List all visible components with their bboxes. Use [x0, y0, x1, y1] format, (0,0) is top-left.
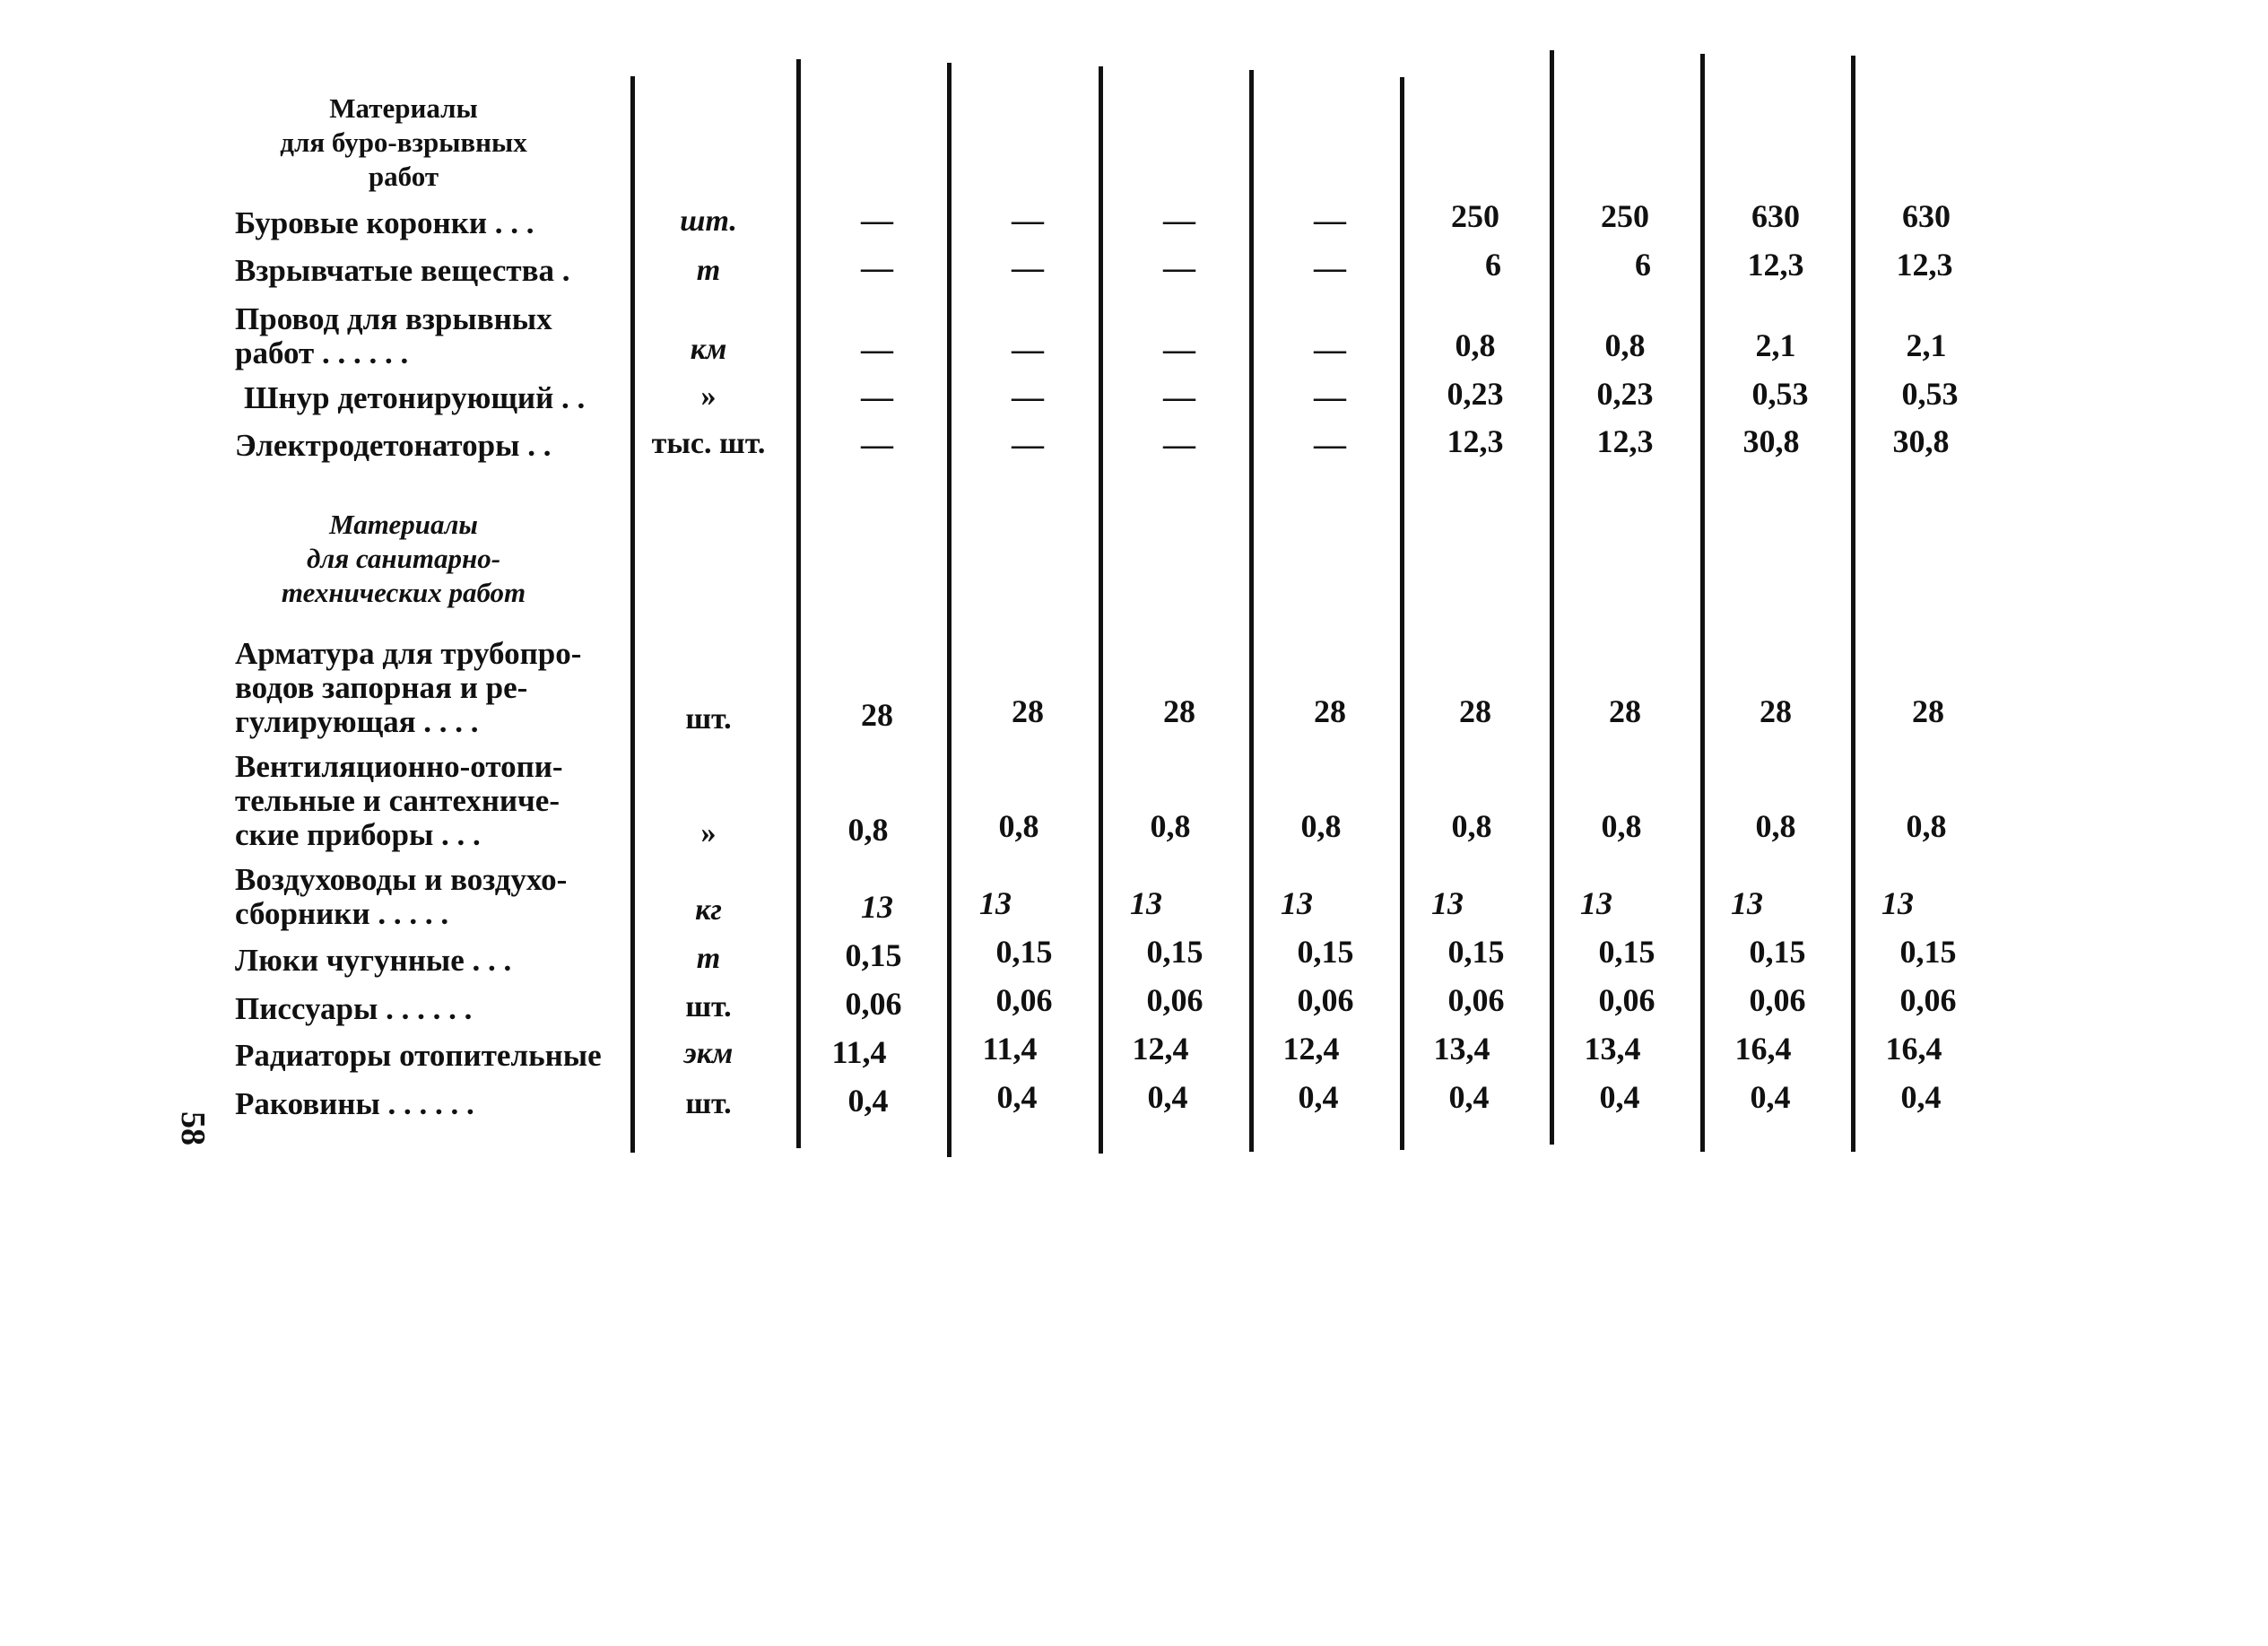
row-label: Радиаторы отопительные — [235, 1038, 602, 1073]
table-cell: 0,4 — [1599, 1079, 1640, 1115]
table-cell: — — [1163, 249, 1195, 285]
table-cell: 0,06 — [1899, 982, 1957, 1018]
table-cell: 13 — [1731, 885, 1763, 921]
table-cell: 28 — [861, 697, 893, 733]
table-cell: 28 — [1609, 693, 1641, 729]
table-cell: 0,15 — [845, 937, 902, 973]
table-cell: 28 — [1912, 693, 1944, 729]
row-label: Писсуары . . . . . . — [235, 991, 473, 1026]
table-cell: 0,8 — [998, 808, 1039, 844]
table-cell: 11,4 — [831, 1034, 887, 1070]
table-cell: 6 — [1635, 247, 1651, 283]
table-cell: 0,4 — [1448, 1079, 1490, 1115]
row-label: Воздуховоды и воздухо- сборники . . . . . — [235, 862, 568, 931]
table-cell: 0,8 — [847, 812, 889, 848]
table-cell: 0,23 — [1447, 376, 1504, 412]
table-cell: — — [1012, 331, 1044, 367]
table-cell: 0,06 — [845, 986, 902, 1022]
table-cell: 13,4 — [1584, 1031, 1641, 1067]
table-cell: 0,15 — [1146, 934, 1204, 970]
table-cell: 0,23 — [1596, 376, 1654, 412]
table-cell: 16,4 — [1734, 1031, 1792, 1067]
table-cell: 12,3 — [1747, 247, 1804, 283]
table-cell: 0,8 — [1451, 808, 1492, 844]
table-cell: 0,53 — [1751, 376, 1809, 412]
table-cell: 2,1 — [1755, 327, 1796, 363]
table-cell: 0,8 — [1906, 808, 1947, 844]
table-cell: 0,8 — [1604, 327, 1646, 363]
row-unit: шт. — [685, 702, 732, 736]
table-cell: 28 — [1163, 693, 1195, 729]
table-cell: 0,4 — [1147, 1079, 1188, 1115]
row-unit: » — [700, 379, 717, 413]
table-cell: 250 — [1601, 198, 1649, 234]
table-cell: 16,4 — [1885, 1031, 1942, 1067]
row-label: Шнур детонирующий . . — [244, 380, 586, 415]
row-label: Раковины . . . . . . — [235, 1086, 474, 1121]
table-cell: — — [1163, 331, 1195, 367]
table-cell: 28 — [1760, 693, 1792, 729]
table-cell: 0,15 — [1447, 934, 1505, 970]
table-cell: 13,4 — [1433, 1031, 1490, 1067]
table-cell: 0,15 — [1749, 934, 1806, 970]
row-unit: шт. — [685, 1087, 732, 1120]
table-cell: — — [1012, 379, 1044, 414]
table-cell: 0,06 — [995, 982, 1053, 1018]
table-cell: 13 — [1580, 885, 1612, 921]
table-cell: 630 — [1751, 198, 1800, 234]
table-cell: 0,06 — [1146, 982, 1204, 1018]
table-cell: — — [1163, 379, 1195, 414]
table-cell: 630 — [1902, 198, 1951, 234]
row-label: Буровые коронки . . . — [235, 205, 534, 240]
table-cell: 6 — [1485, 247, 1501, 283]
section-heading: Материалы для санитарно- технических работ — [281, 509, 526, 608]
table-cell: 0,15 — [1598, 934, 1655, 970]
table-cell: 13 — [1130, 885, 1162, 921]
table-cell: 0,8 — [1455, 327, 1496, 363]
table-cell: 0,15 — [995, 934, 1053, 970]
table-cell: — — [861, 249, 893, 285]
table-cell: — — [1314, 202, 1346, 238]
table-cell: 0,4 — [1750, 1079, 1791, 1115]
table-cell: — — [1314, 426, 1346, 462]
row-label: Провод для взрывных работ . . . . . . — [235, 301, 552, 370]
table-cell: — — [1012, 426, 1044, 462]
table-cell: 28 — [1314, 693, 1346, 729]
section-heading: Материалы для буро-взрывных работ — [280, 92, 527, 192]
table-cell: 13 — [1431, 885, 1464, 921]
table-cell: 12,4 — [1282, 1031, 1340, 1067]
table-cell: — — [1314, 249, 1346, 285]
table-cell: 250 — [1451, 198, 1499, 234]
table-cell: 0,06 — [1297, 982, 1354, 1018]
table-cell: — — [861, 379, 893, 414]
row-unit: экм — [683, 1037, 734, 1070]
table-cell: 12,3 — [1447, 423, 1504, 459]
table-cell: 0,15 — [1899, 934, 1957, 970]
row-label: Люки чугунные . . . — [235, 943, 512, 978]
row-unit: » — [700, 816, 717, 849]
table-cell: 0,8 — [1755, 808, 1796, 844]
row-label: Арматура для трубопро- водов запорная и ре- гулирующая . . . . — [235, 636, 582, 739]
table-cell: 0,53 — [1901, 376, 1959, 412]
row-unit: шт. — [685, 990, 732, 1023]
page-number: 58 — [174, 1111, 212, 1145]
table-cell: 0,06 — [1447, 982, 1505, 1018]
table-cell: 0,06 — [1598, 982, 1655, 1018]
row-unit: км — [690, 333, 727, 366]
table-cell: 0,4 — [1900, 1079, 1942, 1115]
table-cell: — — [861, 426, 893, 462]
table-cell: 0,06 — [1749, 982, 1806, 1018]
table-cell: 0,4 — [1298, 1079, 1339, 1115]
row-label: Взрывчатые вещества . — [235, 253, 570, 288]
table-cell: 0,8 — [1300, 808, 1342, 844]
table-cell: 12,3 — [1596, 423, 1654, 459]
row-label: Вентиляционно-отопи- тельные и сантехниче- ские приборы . . . — [235, 749, 563, 852]
table-cell: 13 — [1281, 885, 1313, 921]
table-cell: — — [1012, 249, 1044, 285]
table-cell: 12,4 — [1132, 1031, 1189, 1067]
table-cell: 28 — [1459, 693, 1491, 729]
table-cell: 28 — [1012, 693, 1044, 729]
row-unit: кг — [695, 893, 722, 927]
table-cell: — — [1163, 426, 1195, 462]
table-cell: 11,4 — [982, 1031, 1038, 1067]
table-cell: 30,8 — [1892, 423, 1950, 459]
table-cell: 0,8 — [1601, 808, 1642, 844]
row-unit: т — [696, 942, 721, 975]
row-unit: тыс. шт. — [651, 427, 766, 460]
table-cell: — — [861, 331, 893, 367]
table-cell: 0,4 — [847, 1083, 889, 1119]
table-cell: 13 — [861, 889, 893, 925]
table-cell: 13 — [979, 885, 1012, 921]
column-rule — [796, 59, 801, 1148]
table-cell: 0,15 — [1297, 934, 1354, 970]
table-cell: — — [1314, 331, 1346, 367]
table-cell: 2,1 — [1906, 327, 1947, 363]
table-cell: — — [1163, 202, 1195, 238]
table-cell: 12,3 — [1896, 247, 1953, 283]
row-unit: т — [696, 254, 721, 287]
table-cell: — — [861, 202, 893, 238]
table-cell: — — [1314, 379, 1346, 414]
table-cell: 30,8 — [1742, 423, 1800, 459]
row-unit: шт. — [680, 205, 737, 238]
table-cell: 0,8 — [1150, 808, 1191, 844]
table-cell: 13 — [1881, 885, 1914, 921]
table-cell: 0,4 — [996, 1079, 1038, 1115]
table-cell: — — [1012, 202, 1044, 238]
row-label: Электродетонаторы . . — [235, 428, 552, 463]
